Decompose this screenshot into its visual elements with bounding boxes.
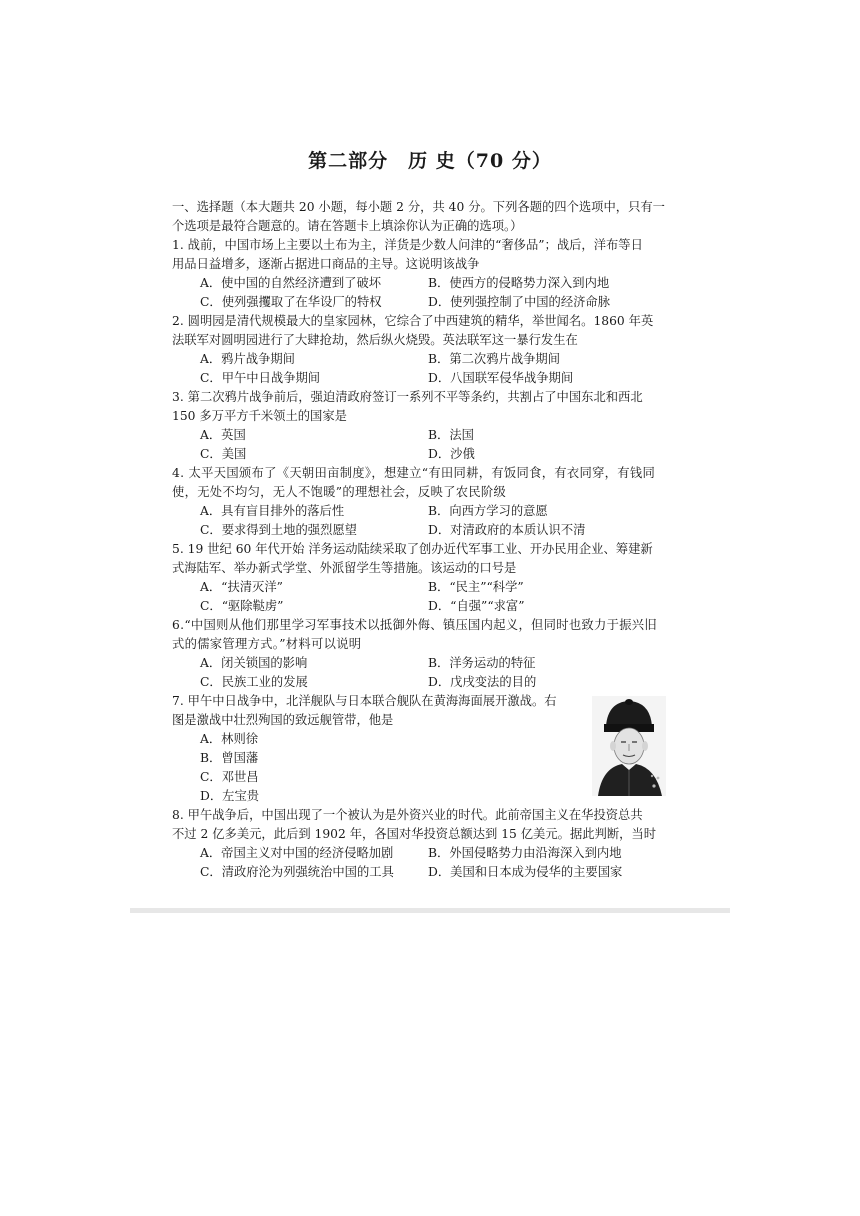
options [172,426,688,464]
option-d: D．美国和日本成为侵华的主要国家 [428,865,623,879]
option-d: D．使列强控制了中国的经济命脉 [428,295,611,309]
question-stem: 6.“中国则从他们那里学习军事技术以抵御外侮、镇压国内起义，但同时也致力于振兴旧 [172,618,658,632]
question-2 [172,312,688,388]
option-c: C．民族工业的发展 [200,675,308,689]
question-6 [172,616,688,692]
question-stem: 8. 甲午战争后，中国出现了一个被认为是外资兴业的时代。此前帝国主义在华投资总共 [172,808,643,822]
option-b: B．“民主”“科学” [428,580,524,594]
option-d: D．戊戌变法的目的 [428,675,537,689]
options [172,502,688,540]
option-a: A．鸦片战争期间 [200,352,295,366]
question-stem: 图是激战中壮烈殉国的致远舰管带，他是 [172,713,394,727]
question-stem: 式的儒家管理方式。”材料可以说明 [172,637,362,651]
option-a: A．“扶清灭洋” [200,580,283,594]
option-d: D．左宝贵 [200,789,260,803]
option-a: A．英国 [200,428,246,442]
question-content [172,198,688,882]
option-c: C．使列强攫取了在华设厂的特权 [200,295,382,309]
option-a: A．林则徐 [200,732,259,746]
question-4 [172,464,688,540]
option-a: A．闭关锁国的影响 [200,656,308,670]
option-b: B．第二次鸦片战争期间 [428,352,561,366]
option-d: D．沙俄 [428,447,475,461]
question-8 [172,806,688,882]
options [172,578,688,616]
option-d: D．“自强”“求富” [428,599,525,613]
question-stem: 不过 2 亿多美元，此后到 1902 年，各国对华投资总额达到 15 亿美元。据此判断，当时 [172,827,657,841]
option-c: C．“驱除鞑虏” [200,599,284,613]
option-c: C．甲午中日战争期间 [200,371,321,385]
question-stem: 5. 19 世纪 60 年代开始 洋务运动陆续采取了创办近代军事工业、开办民用企业、筹建新 [172,542,653,556]
option-b: B．曾国藩 [200,751,259,765]
option-d: D．对清政府的本质认识不清 [428,523,586,537]
option-b: B．法国 [428,428,474,442]
question-stem: 1. 战前，中国市场上主要以土布为主，洋货是少数人问津的“奢侈品”；战后，洋布等日 [172,238,643,252]
options [172,654,688,692]
question-stem: 式海陆军、举办新式学堂、外派留学生等措施。该运动的口号是 [172,561,517,575]
option-c: C．清政府沦为列强统治中国的工具 [200,865,394,879]
portrait-image [592,696,666,796]
option-b: B．洋务运动的特征 [428,656,536,670]
question-stem: 150 多万平方千米领土的国家是 [172,409,347,423]
option-b: B．使西方的侵略势力深入到内地 [428,276,610,290]
question-stem: 用品日益增多，逐渐占据进口商品的主导。这说明该战争 [172,257,480,271]
question-stem: 4. 太平天国颁布了《天朝田亩制度》，想建立“有田同耕，有饭同食，有衣同穿，有钱同 [172,466,656,480]
option-c: C．要求得到土地的强烈愿望 [200,523,357,537]
question-3 [172,388,688,464]
options [172,350,688,388]
option-c: C．美国 [200,447,247,461]
question-stem: 使，无处不均匀，无人不饱暖”的理想社会，反映了农民阶级 [172,485,507,499]
question-stem: 7. 甲午中日战争中，北洋舰队与日本联合舰队在黄海海面展开激战。右 [172,694,557,708]
option-a: A．帝国主义对中国的经济侵略加剧 [200,846,394,860]
question-7 [172,692,688,806]
option-c: C．邓世昌 [200,770,259,784]
instructions-line: 一、选择题（本大题共 20 小题，每小题 2 分，共 40 分。下列各题的四个选项中，只有一 [172,200,665,214]
question-stem: 3. 第二次鸦片战争前后，强迫清政府签订一系列不平等条约，共割占了中国东北和西北 [172,390,643,404]
question-stem: 法联军对圆明园进行了大肆抢劫，然后纵火烧毁。英法联军这一暴行发生在 [172,333,578,347]
options [172,274,688,312]
option-a: A．具有盲目排外的落后性 [200,504,345,518]
option-b: B．外国侵略势力由沿海深入到内地 [428,846,622,860]
option-d: D．八国联军侵华战争期间 [428,371,574,385]
page-divider [130,908,730,913]
options [172,844,688,882]
instructions-line: 个选项是最符合题意的。请在答题卡上填涂你认为正确的选项。） [172,219,523,233]
option-a: A．使中国的自然经济遭到了破坏 [200,276,382,290]
section-title: 第二部分 历 史（70 分） [308,150,552,172]
question-5 [172,540,688,616]
option-b: B．向西方学习的意愿 [428,504,548,518]
question-1 [172,236,688,312]
question-stem: 2. 圆明园是清代规模最大的皇家园林，它综合了中西建筑的精华，举世闻名。1860 年英 [172,314,654,328]
